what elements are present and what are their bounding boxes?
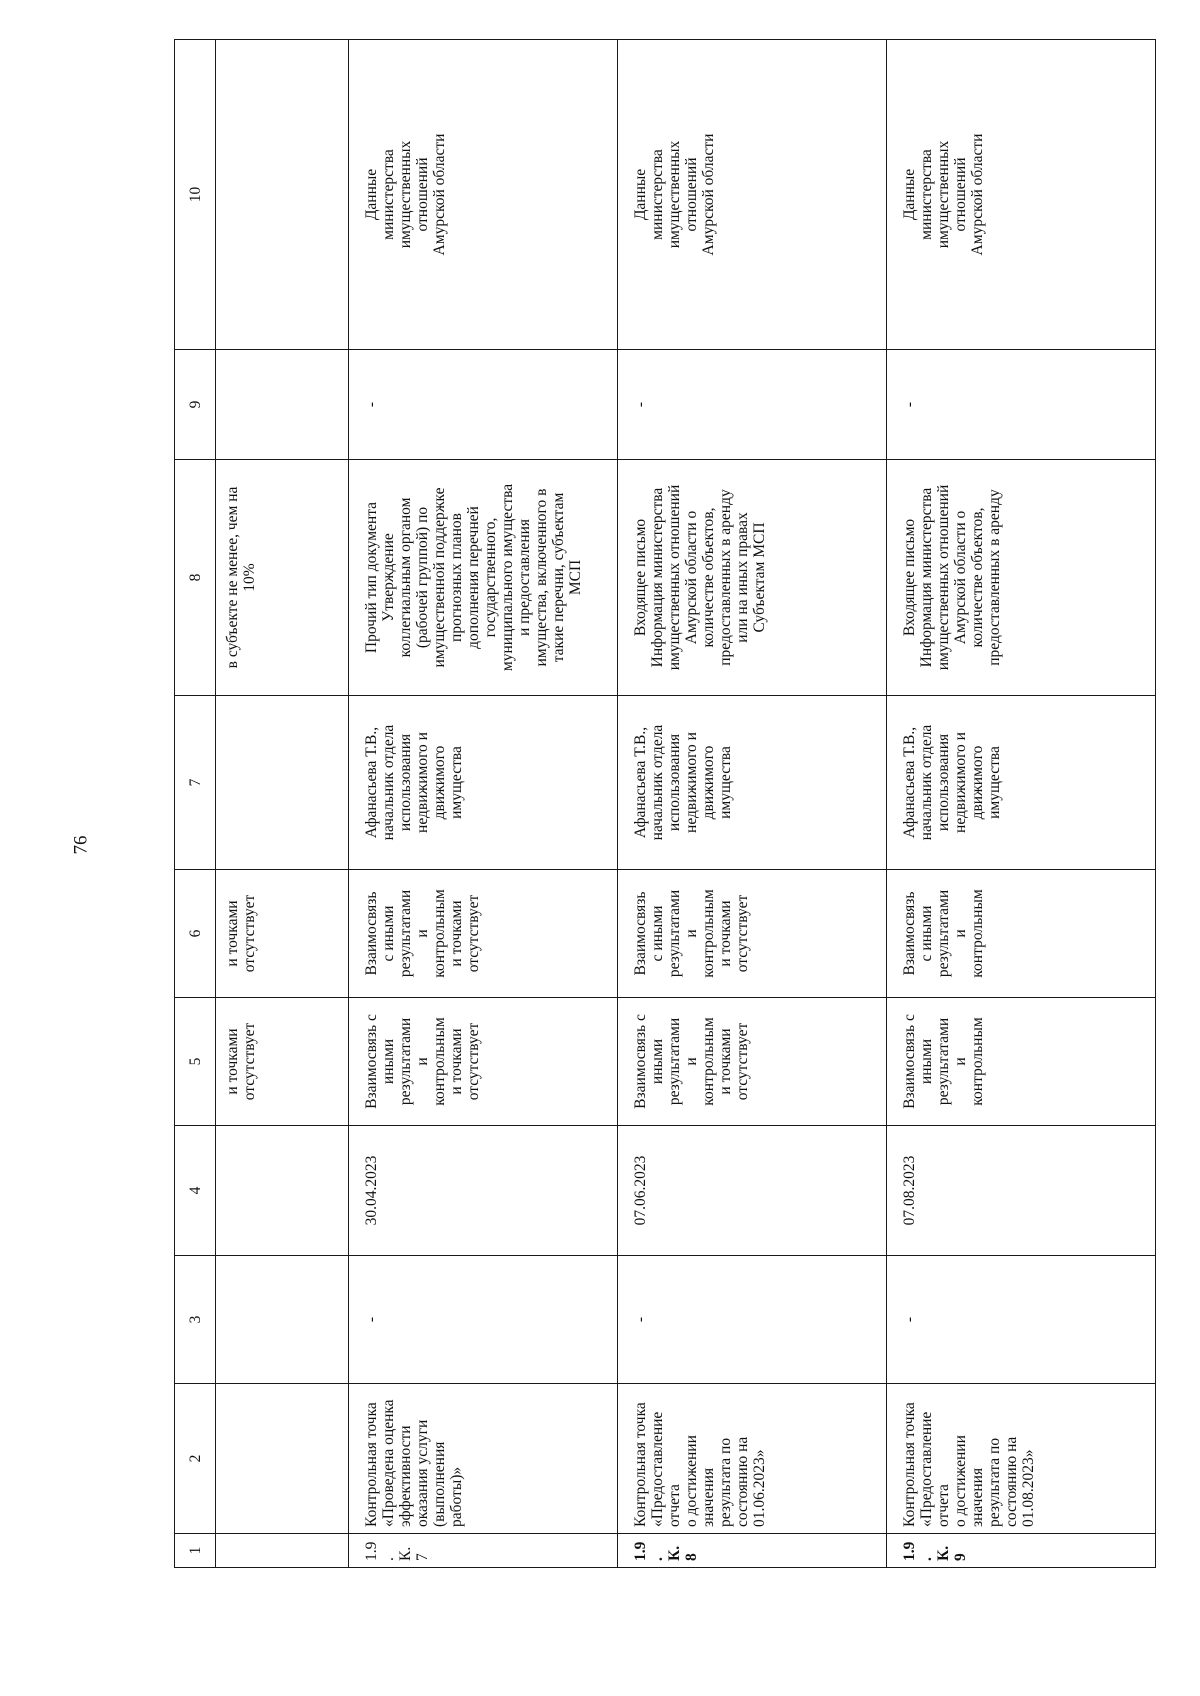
cell	[216, 696, 349, 870]
cell	[216, 1256, 349, 1384]
data-source: Данные министерства имущественных отношений Амурской области	[363, 133, 448, 256]
cell	[618, 460, 887, 696]
document-text: Прочий тип документа Утверждение коллегиальным органом (рабочей группой) по имущественной поддержке прогнозных планов дополнения перечней государственного, муниципального имущества и предоставления имущества, включенного в такие перечни, субъектам МСП	[363, 483, 584, 672]
cell	[216, 998, 349, 1126]
cell	[618, 870, 887, 998]
cell	[887, 1384, 1156, 1534]
cell	[618, 1126, 887, 1256]
cell	[349, 1384, 618, 1534]
cell	[618, 40, 887, 350]
row-number: 1.9. К.8	[632, 1541, 700, 1561]
col-header-3: 3	[175, 1256, 216, 1384]
linkage-text: Взаимосвязь с иными результатами и контрольным	[901, 889, 986, 978]
cell	[618, 350, 887, 460]
linkage-text: Взаимосвязь с иными результатами и контрольным и точками отсутствует	[632, 1014, 751, 1109]
col-header-2: 2	[175, 1384, 216, 1534]
cell	[887, 40, 1156, 350]
cell	[216, 460, 349, 696]
page-number: 76	[70, 835, 92, 855]
continuation-row	[216, 40, 349, 1568]
dash: -	[901, 1316, 918, 1323]
cell	[349, 350, 618, 460]
col-header-8: 8	[175, 460, 216, 696]
col-header-9: 9	[175, 350, 216, 460]
table-row	[887, 40, 1156, 1568]
row-number: 1.9. К.7	[363, 1541, 431, 1561]
cell	[349, 1256, 618, 1384]
cell	[618, 1384, 887, 1534]
cell	[349, 998, 618, 1126]
data-source: Данные министерства имущественных отношений Амурской области	[632, 133, 717, 256]
control-point-name: Контрольная точка «Проведена оценка эффективности оказания услуги (выполнения работы)»	[363, 1399, 465, 1527]
control-point-name: Контрольная точка «Предоставление отчета о достижении значения результата по состоянию на 01.06.2023»	[632, 1402, 768, 1527]
cell	[618, 1256, 887, 1384]
cell	[887, 350, 1156, 460]
date: 07.06.2023	[632, 1155, 649, 1226]
col-header-4: 4	[175, 1126, 216, 1256]
responsible-person: Афанасьева Т.В., начальник отдела использования недвижимого и движимого имущества	[901, 724, 1003, 841]
cell	[216, 1126, 349, 1256]
col-header-7: 7	[175, 696, 216, 870]
cell	[887, 1534, 1156, 1568]
responsible-person: Афанасьева Т.В., начальник отдела использования недвижимого и движимого имущества	[363, 724, 465, 841]
control-point-name: Контрольная точка «Предоставление отчета о достижении значения результата по состоянию на 01.08.2023»	[901, 1402, 1037, 1527]
cell	[349, 696, 618, 870]
linkage-text: Взаимосвязь с иными результатами и контрольным и точками отсутствует	[632, 889, 751, 978]
table-row	[349, 40, 618, 1568]
cell	[618, 998, 887, 1126]
cell	[349, 1534, 618, 1568]
cell	[349, 870, 618, 998]
document-text: Входящее письмо Информация министерства имущественных отношений Амурской области о количестве объектов, предоставленных в аренду или на иных правах Субъектам МСП	[632, 484, 768, 671]
cell	[349, 40, 618, 350]
dash: -	[632, 401, 649, 408]
col-header-1: 1	[175, 1534, 216, 1568]
linkage-text: Взаимосвязь с иными результатами и контрольным	[901, 1014, 986, 1109]
cell	[618, 696, 887, 870]
table-row	[618, 40, 887, 1568]
dash: -	[363, 401, 380, 408]
linkage-text: Взаимосвязь с иными результатами и контрольным и точками отсутствует	[363, 1014, 482, 1109]
cell	[618, 1534, 887, 1568]
cell	[216, 1384, 349, 1534]
document-text: в субъекте не менее, чем на 10%	[224, 486, 258, 669]
linkage-text: и точками отсутствует	[224, 1022, 258, 1101]
cell	[216, 40, 349, 350]
col-header-6: 6	[175, 870, 216, 998]
responsible-person: Афанасьева Т.В., начальник отдела использования недвижимого и движимого имущества	[632, 724, 734, 841]
dash: -	[901, 401, 918, 408]
data-source: Данные министерства имущественных отношений Амурской области	[901, 133, 986, 256]
cell	[216, 870, 349, 998]
cell	[216, 1534, 349, 1568]
col-header-5: 5	[175, 998, 216, 1126]
cell	[887, 460, 1156, 696]
row-number: 1.9. К.9	[901, 1541, 969, 1561]
cell	[349, 460, 618, 696]
cell	[349, 1126, 618, 1256]
document-text: Входящее письмо Информация министерства имущественных отношений Амурской области о количестве объектов, предоставленных в аренду	[901, 484, 1003, 671]
linkage-text: Взаимосвязь с иными результатами и контрольным и точками отсутствует	[363, 889, 482, 978]
cell	[887, 696, 1156, 870]
cell	[887, 1126, 1156, 1256]
cell	[887, 870, 1156, 998]
cell	[887, 998, 1156, 1126]
header-row	[175, 40, 216, 1568]
date: 30.04.2023	[363, 1155, 380, 1226]
date: 07.08.2023	[901, 1155, 918, 1226]
rotated-table-container	[174, 40, 1098, 1568]
linkage-text: и точками отсутствует	[224, 894, 258, 973]
control-points-table	[174, 39, 1156, 1568]
cell	[887, 1256, 1156, 1384]
dash: -	[363, 1316, 380, 1323]
col-header-10: 10	[175, 40, 216, 350]
dash: -	[632, 1316, 649, 1323]
cell	[216, 350, 349, 460]
